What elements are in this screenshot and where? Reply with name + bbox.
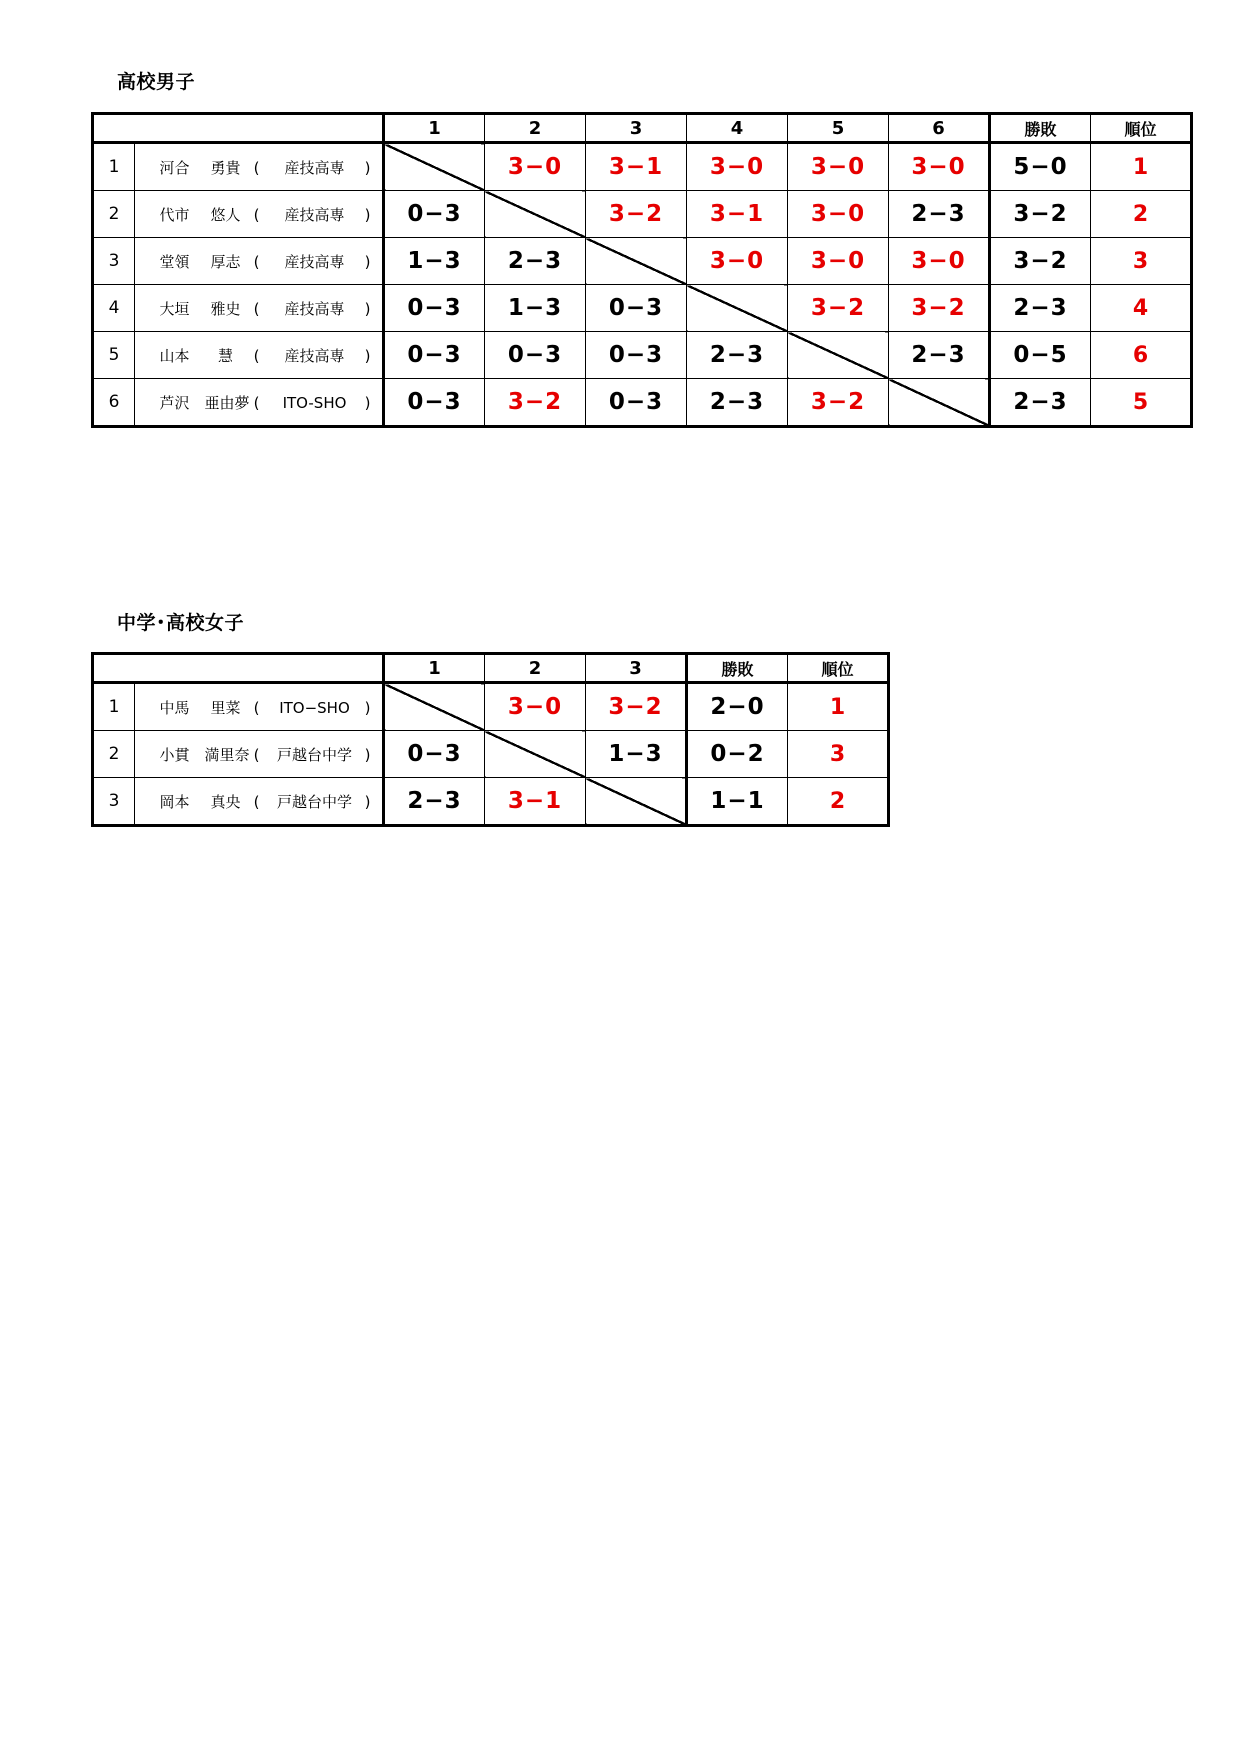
player-row <box>93 332 1192 379</box>
player-row <box>93 778 889 826</box>
open-paren: ( <box>253 792 260 811</box>
close-paren: ) <box>364 393 371 412</box>
player-name-cell <box>135 332 384 379</box>
rank-value: 1 <box>1091 143 1192 191</box>
match-score: 0−3 <box>586 285 687 332</box>
col-header-win-loss: 勝敗 <box>990 114 1091 143</box>
col-header-2: 2 <box>485 654 586 683</box>
open-paren: ( <box>253 393 260 412</box>
rank-value: 5 <box>1091 379 1192 427</box>
col-header-1: 1 <box>384 114 485 143</box>
player-name-cell <box>135 285 384 332</box>
win-loss-record: 5−0 <box>990 143 1091 191</box>
player-row <box>93 683 889 731</box>
player-row <box>93 731 889 778</box>
rank-value: 4 <box>1091 285 1192 332</box>
player-number: 4 <box>93 285 135 332</box>
win-loss-record: 0−5 <box>990 332 1091 379</box>
player-given-name: 勇貴 <box>210 158 241 177</box>
open-paren: ( <box>253 158 260 177</box>
match-score: 2−3 <box>384 778 485 826</box>
col-header-win-loss: 勝敗 <box>687 654 788 683</box>
open-paren: ( <box>253 299 260 318</box>
self-match-diagonal <box>384 143 485 191</box>
player-team: 産技高専 <box>284 299 345 318</box>
player-number: 2 <box>93 191 135 238</box>
player-name-cell <box>135 683 384 731</box>
girls-results-table <box>91 652 890 827</box>
self-match-diagonal <box>586 238 687 285</box>
self-match-diagonal <box>788 332 889 379</box>
open-paren: ( <box>253 745 260 764</box>
match-score: 0−3 <box>384 191 485 238</box>
match-score: 3−0 <box>788 143 889 191</box>
player-name-cell <box>135 143 384 191</box>
col-header-rank: 順位 <box>1091 114 1192 143</box>
col-header-2: 2 <box>485 114 586 143</box>
player-given-name: 厚志 <box>210 252 241 271</box>
player-given-name: 亜由夢 <box>204 393 250 412</box>
player-family-name: 小貫 <box>159 745 190 764</box>
player-family-name: 山本 <box>159 346 190 365</box>
rank-value: 3 <box>788 731 889 778</box>
rank-value: 2 <box>788 778 889 826</box>
match-score: 2−3 <box>687 379 788 427</box>
match-score: 1−3 <box>485 285 586 332</box>
player-row <box>93 143 1192 191</box>
match-score: 0−3 <box>485 332 586 379</box>
match-score: 1−3 <box>384 238 485 285</box>
match-score: 3−2 <box>586 683 687 731</box>
match-score: 3−2 <box>889 285 990 332</box>
col-header-6: 6 <box>889 114 990 143</box>
self-match-diagonal <box>586 778 687 826</box>
match-score: 3−0 <box>788 238 889 285</box>
match-score: 0−3 <box>384 332 485 379</box>
boys-results-table <box>91 112 1193 428</box>
match-score: 0−3 <box>384 379 485 427</box>
player-number: 5 <box>93 332 135 379</box>
match-score: 3−0 <box>485 143 586 191</box>
close-paren: ) <box>364 252 371 271</box>
match-score: 3−2 <box>788 379 889 427</box>
header-row <box>93 114 1192 143</box>
match-score: 3−1 <box>687 191 788 238</box>
player-number: 2 <box>93 731 135 778</box>
player-team: 産技高専 <box>284 158 345 177</box>
player-family-name: 岡本 <box>159 792 190 811</box>
match-score: 3−0 <box>687 143 788 191</box>
player-family-name: 芦沢 <box>159 393 190 412</box>
section-title-girls: 中学･高校女子 <box>117 612 245 634</box>
rank-value: 2 <box>1091 191 1192 238</box>
col-header-3: 3 <box>586 114 687 143</box>
match-score: 3−0 <box>687 238 788 285</box>
win-loss-record: 0−2 <box>687 731 788 778</box>
player-name-cell <box>135 731 384 778</box>
player-row <box>93 285 1192 332</box>
player-team: 産技高専 <box>284 346 345 365</box>
match-score: 0−3 <box>384 285 485 332</box>
self-match-diagonal <box>384 683 485 731</box>
player-number: 1 <box>93 683 135 731</box>
match-score: 3−0 <box>889 238 990 285</box>
open-paren: ( <box>253 205 260 224</box>
self-match-diagonal <box>687 285 788 332</box>
close-paren: ) <box>364 158 371 177</box>
col-header-1: 1 <box>384 654 485 683</box>
close-paren: ) <box>364 698 371 717</box>
player-name-cell <box>135 778 384 826</box>
close-paren: ) <box>364 745 371 764</box>
section-title-boys: 高校男子 <box>117 71 196 93</box>
win-loss-record: 3−2 <box>990 191 1091 238</box>
close-paren: ) <box>364 205 371 224</box>
header-blank <box>93 114 384 143</box>
self-match-diagonal <box>889 379 990 427</box>
match-score: 3−0 <box>485 683 586 731</box>
match-score: 3−0 <box>788 191 889 238</box>
player-team: 戸越台中学 <box>276 745 352 764</box>
match-score: 2−3 <box>687 332 788 379</box>
self-match-diagonal <box>485 191 586 238</box>
match-score: 3−2 <box>485 379 586 427</box>
close-paren: ) <box>364 346 371 365</box>
match-score: 3−0 <box>889 143 990 191</box>
match-score: 2−3 <box>889 332 990 379</box>
player-family-name: 中馬 <box>159 698 190 717</box>
rank-value: 3 <box>1091 238 1192 285</box>
win-loss-record: 3−2 <box>990 238 1091 285</box>
match-score: 2−3 <box>485 238 586 285</box>
player-number: 6 <box>93 379 135 427</box>
player-family-name: 大垣 <box>159 299 190 318</box>
player-given-name: 真央 <box>210 792 241 811</box>
player-row <box>93 238 1192 285</box>
player-row <box>93 191 1192 238</box>
player-given-name: 雅史 <box>210 299 241 318</box>
close-paren: ) <box>364 299 371 318</box>
win-loss-record: 2−0 <box>687 683 788 731</box>
player-team: 戸越台中学 <box>276 792 352 811</box>
match-score: 3−2 <box>586 191 687 238</box>
close-paren: ) <box>364 792 371 811</box>
win-loss-record: 2−3 <box>990 379 1091 427</box>
player-name-cell <box>135 238 384 285</box>
player-row <box>93 379 1192 427</box>
header-blank <box>93 654 384 683</box>
match-score: 0−3 <box>384 731 485 778</box>
player-team: ITO-SHO <box>282 393 347 412</box>
player-team: ITO−SHO <box>279 698 350 717</box>
rank-value: 6 <box>1091 332 1192 379</box>
player-given-name: 里菜 <box>210 698 241 717</box>
player-family-name: 河合 <box>159 158 190 177</box>
player-name-cell <box>135 379 384 427</box>
header-row <box>93 654 889 683</box>
match-score: 3−1 <box>485 778 586 826</box>
player-name-cell <box>135 191 384 238</box>
player-number: 3 <box>93 778 135 826</box>
player-given-name: 慧 <box>217 346 233 365</box>
player-family-name: 代市 <box>159 205 190 224</box>
open-paren: ( <box>253 346 260 365</box>
col-header-3: 3 <box>586 654 687 683</box>
match-score: 0−3 <box>586 379 687 427</box>
player-family-name: 堂領 <box>159 252 190 271</box>
open-paren: ( <box>253 698 260 717</box>
match-score: 0−3 <box>586 332 687 379</box>
player-number: 1 <box>93 143 135 191</box>
rank-value: 1 <box>788 683 889 731</box>
player-given-name: 満里奈 <box>204 745 250 764</box>
col-header-4: 4 <box>687 114 788 143</box>
match-score: 2−3 <box>889 191 990 238</box>
col-header-5: 5 <box>788 114 889 143</box>
player-team: 産技高専 <box>284 252 345 271</box>
match-score: 3−2 <box>788 285 889 332</box>
player-number: 3 <box>93 238 135 285</box>
player-team: 産技高専 <box>284 205 345 224</box>
open-paren: ( <box>253 252 260 271</box>
player-given-name: 悠人 <box>210 205 241 224</box>
col-header-rank: 順位 <box>788 654 889 683</box>
self-match-diagonal <box>485 731 586 778</box>
match-score: 1−3 <box>586 731 687 778</box>
win-loss-record: 2−3 <box>990 285 1091 332</box>
match-score: 3−1 <box>586 143 687 191</box>
win-loss-record: 1−1 <box>687 778 788 826</box>
